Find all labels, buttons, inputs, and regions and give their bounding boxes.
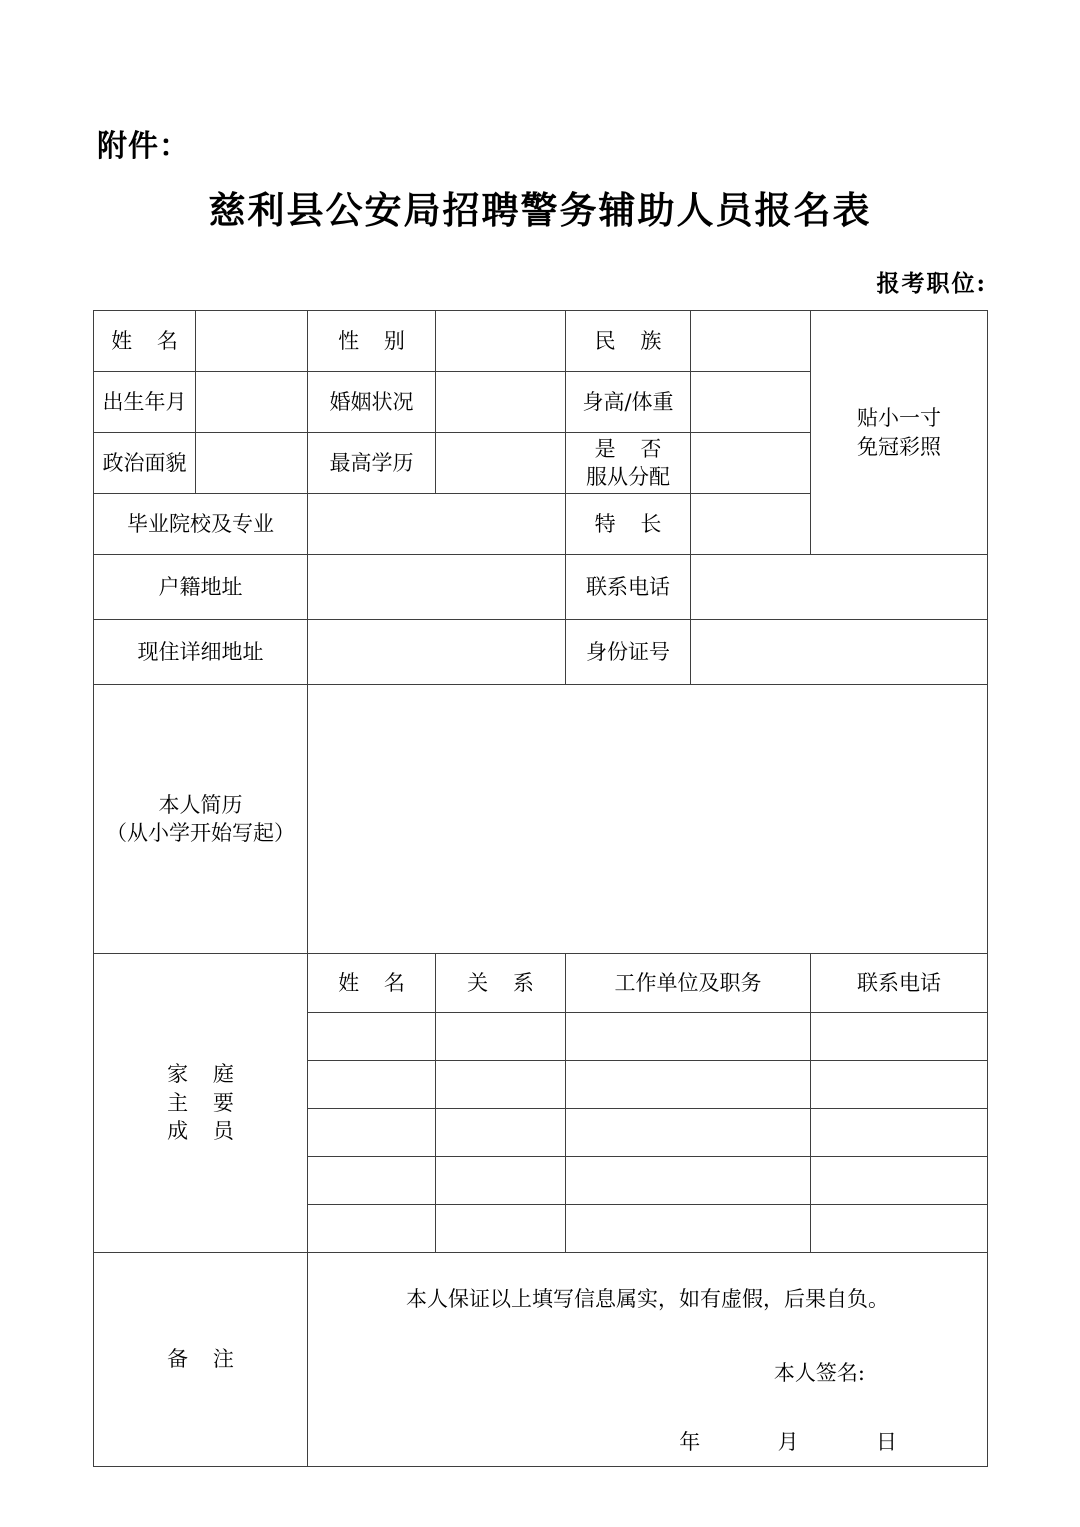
field-label-height-weight: 身高/体重: [566, 372, 691, 433]
field-label-birthdate: 出生年月: [94, 372, 196, 433]
family-cell-name[interactable]: [308, 1013, 436, 1061]
field-label-household-address: 户籍地址: [94, 555, 308, 620]
resume-label-line1: 本人简历: [158, 792, 243, 817]
date-day-label: 日: [876, 1429, 899, 1454]
photo-placeholder-cell[interactable]: [811, 311, 988, 555]
field-value-birthdate[interactable]: [196, 372, 308, 433]
photo-instruction-line2: 免冠彩照: [857, 434, 941, 459]
field-value-household-address[interactable]: [308, 555, 566, 620]
family-cell-relation[interactable]: [436, 1013, 566, 1061]
signature-label: 本人签名:: [773, 1361, 865, 1386]
table-row: [94, 685, 988, 954]
field-value-height-weight[interactable]: [691, 372, 811, 433]
field-label-id-number: 身份证号: [566, 620, 691, 685]
family-cell-name[interactable]: [308, 1109, 436, 1157]
date-year-label: 年: [679, 1429, 703, 1454]
family-label-line2: 主 要: [167, 1090, 243, 1115]
field-value-school-major[interactable]: [308, 494, 566, 555]
field-value-education[interactable]: [436, 433, 566, 494]
family-cell-workplace[interactable]: [566, 1109, 811, 1157]
field-label-resume: [94, 685, 308, 954]
registration-form-table: [93, 310, 988, 1467]
resume-label-line2: （从小学开始写起）: [106, 821, 295, 845]
family-header-relation: 关 系: [436, 954, 566, 1013]
field-label-political-status: 政治面貌: [94, 433, 196, 494]
family-cell-name[interactable]: [308, 1061, 436, 1109]
attachment-label: 附件：: [97, 129, 190, 164]
table-row: [94, 1253, 988, 1467]
field-value-marital-status[interactable]: [436, 372, 566, 433]
applied-position-label: 报考职位:: [876, 270, 987, 297]
field-value-id-number[interactable]: [691, 620, 988, 685]
field-label-gender: 性 别: [308, 311, 436, 372]
obey-assignment-line2: 服从分配: [586, 465, 670, 489]
family-cell-relation[interactable]: [436, 1157, 566, 1205]
field-label-family-members: [94, 954, 308, 1253]
family-cell-phone[interactable]: [811, 1109, 988, 1157]
field-value-name[interactable]: [196, 311, 308, 372]
family-header-workplace-position: 工作单位及职务: [566, 954, 811, 1013]
field-label-specialty: 特 长: [566, 494, 691, 555]
field-value-resume[interactable]: [308, 685, 988, 954]
field-value-current-address[interactable]: [308, 620, 566, 685]
field-value-obey-assignment[interactable]: [691, 433, 811, 494]
table-row: [94, 620, 988, 685]
field-label-name: 姓 名: [94, 311, 196, 372]
family-cell-name[interactable]: [308, 1157, 436, 1205]
table-row: [94, 954, 988, 1013]
family-cell-phone[interactable]: [811, 1205, 988, 1253]
field-label-current-address: 现住详细地址: [94, 620, 308, 685]
field-value-ethnicity[interactable]: [691, 311, 811, 372]
remark-promise-text: 本人保证以上填写信息属实，如有虚假，后果自负。: [406, 1287, 889, 1311]
obey-assignment-line1: 是 否: [594, 436, 671, 461]
field-label-obey-assignment: [566, 433, 691, 494]
field-value-remark[interactable]: [308, 1253, 988, 1467]
table-row: [94, 555, 988, 620]
family-cell-workplace[interactable]: [566, 1205, 811, 1253]
field-label-ethnicity: 民 族: [566, 311, 691, 372]
family-header-name: 姓 名: [308, 954, 436, 1013]
field-value-political-status[interactable]: [196, 433, 308, 494]
photo-instruction-line1: 贴小一寸: [857, 406, 941, 431]
family-cell-relation[interactable]: [436, 1061, 566, 1109]
family-label-line3: 成 员: [167, 1119, 243, 1144]
family-cell-phone[interactable]: [811, 1061, 988, 1109]
family-header-phone: 联系电话: [811, 954, 988, 1013]
family-cell-workplace[interactable]: [566, 1061, 811, 1109]
table-row: [94, 311, 988, 372]
field-label-marital-status: 婚姻状况: [308, 372, 436, 433]
field-label-school-major: 毕业院校及专业: [94, 494, 308, 555]
family-cell-phone[interactable]: [811, 1013, 988, 1061]
field-value-phone[interactable]: [691, 555, 988, 620]
family-cell-name[interactable]: [308, 1205, 436, 1253]
family-label-line1: 家 庭: [167, 1062, 243, 1087]
signature-date-line: [334, 1388, 961, 1456]
field-label-remark: 备 注: [94, 1253, 308, 1467]
field-label-education: 最高学历: [308, 433, 436, 494]
family-cell-relation[interactable]: [436, 1205, 566, 1253]
family-cell-relation[interactable]: [436, 1109, 566, 1157]
field-value-gender[interactable]: [436, 311, 566, 372]
family-cell-phone[interactable]: [811, 1157, 988, 1205]
field-value-specialty[interactable]: [691, 494, 811, 555]
date-month-label: 月: [777, 1429, 801, 1454]
page-title: 慈利县公安局招聘警务辅助人员报名表: [208, 188, 872, 232]
family-cell-workplace[interactable]: [566, 1013, 811, 1061]
family-cell-workplace[interactable]: [566, 1157, 811, 1205]
field-label-phone: 联系电话: [566, 555, 691, 620]
